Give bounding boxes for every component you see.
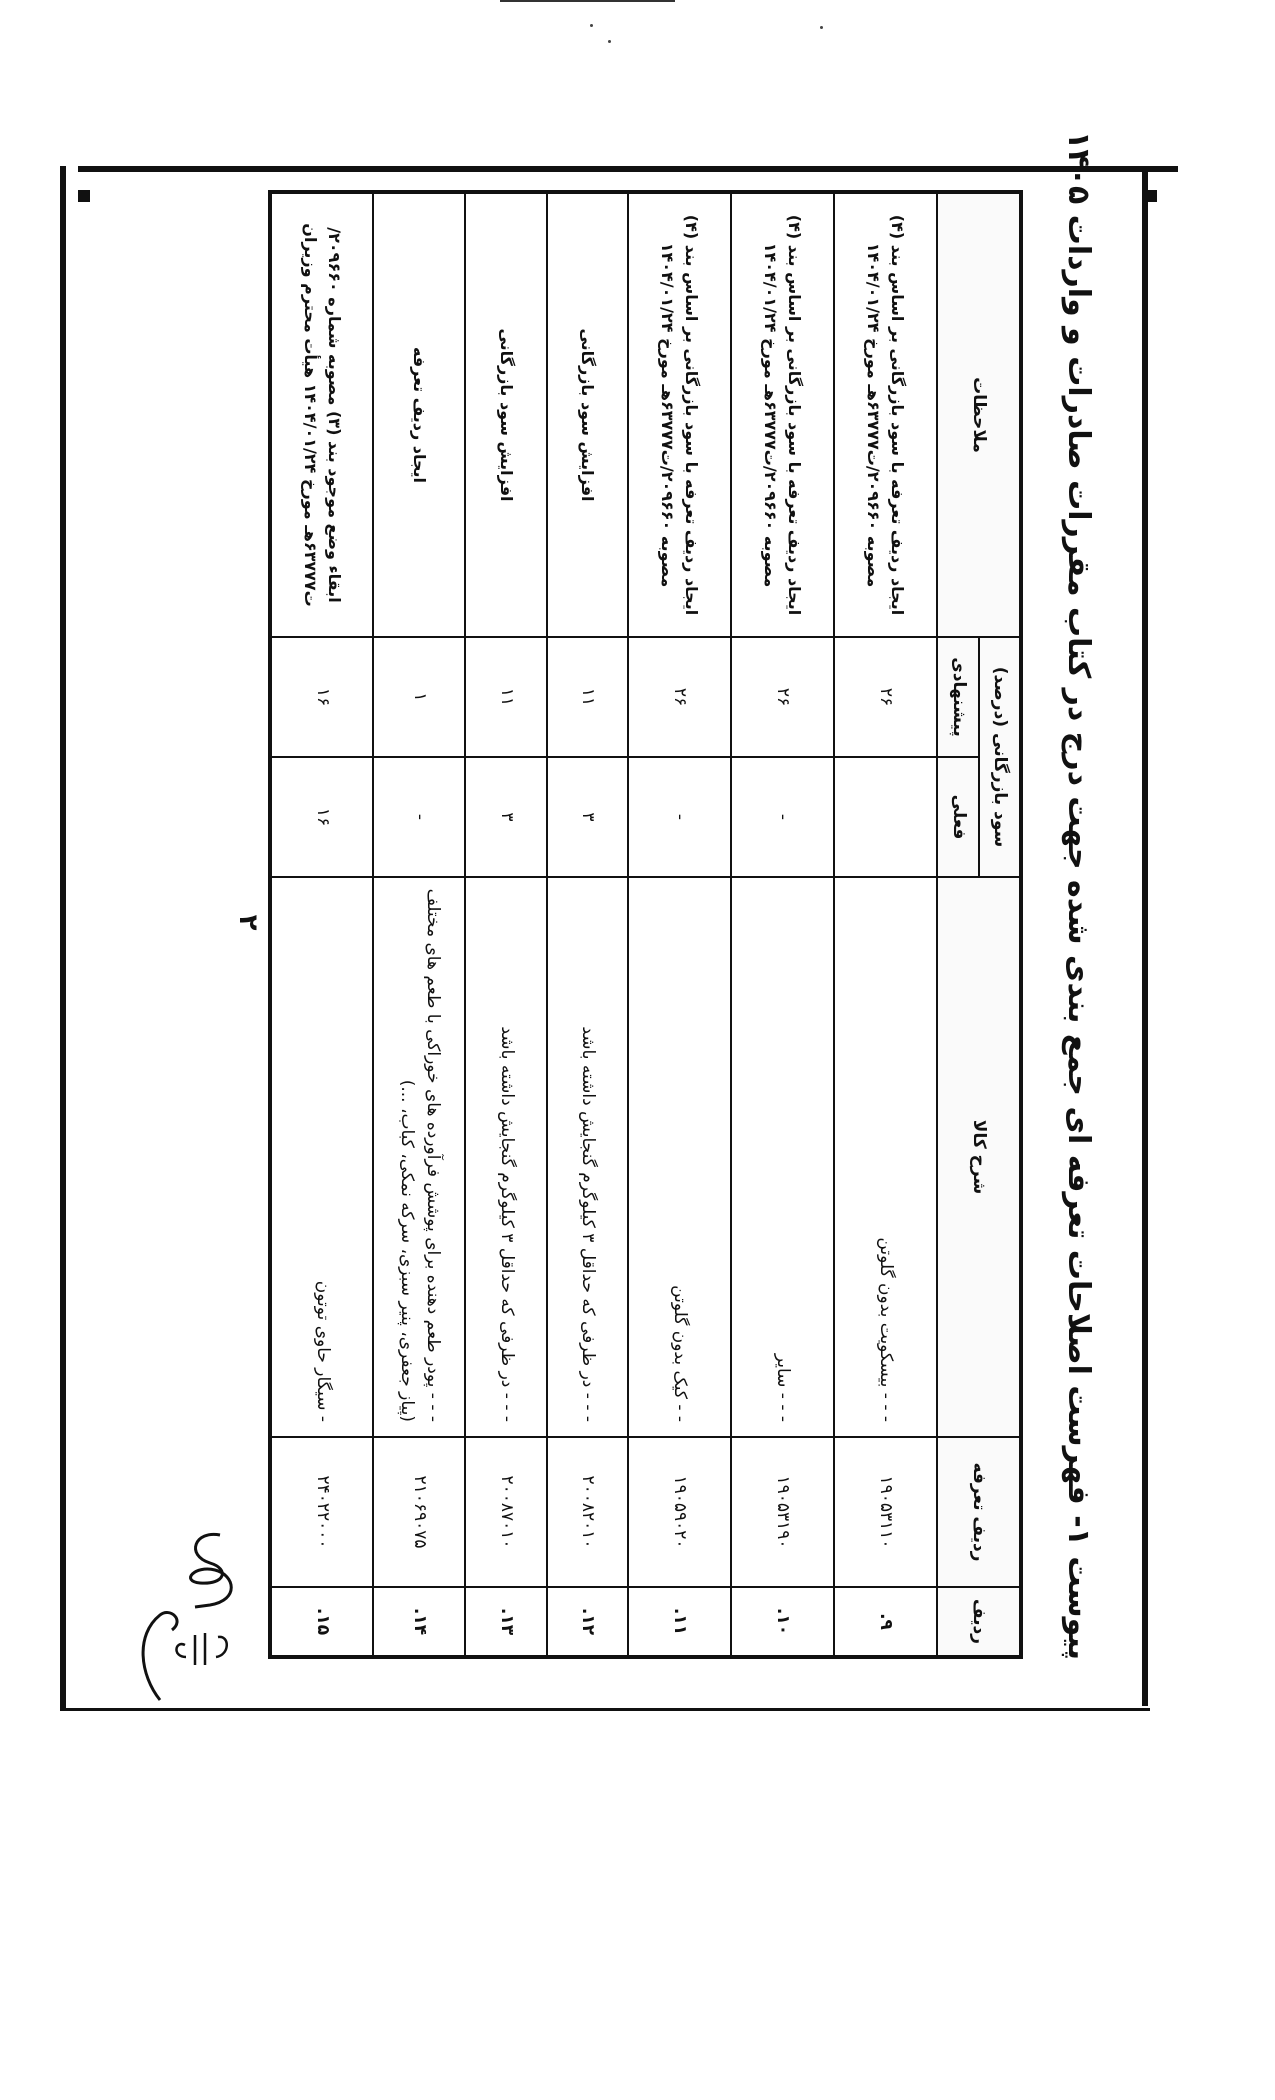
scan-speck	[608, 40, 611, 43]
tariff-code: ۱۹۰۵۹۰۲۰	[628, 1437, 731, 1587]
header-current: فعلی	[937, 757, 979, 877]
current-profit: -	[373, 757, 465, 877]
page-frame-left	[60, 166, 66, 1711]
handwritten-signature	[100, 1525, 250, 1725]
tariff-table	[268, 190, 1023, 1659]
frame-corner-mark	[78, 190, 90, 202]
goods-description: - - - سایر	[731, 877, 834, 1437]
row-number: ۱۵.	[270, 1587, 373, 1657]
proposed-profit: ۱۱	[465, 637, 546, 757]
header-notes: ملاحظات	[937, 192, 1021, 637]
table-row	[731, 192, 834, 1657]
notes: افزایش سود بازرگانی	[465, 192, 546, 637]
current-profit: ۳	[547, 757, 628, 877]
header-tariff-code: ردیف تعرفه	[937, 1437, 1021, 1587]
table-row	[628, 192, 731, 1657]
notes: ابقاء وضع موجود بند (۳) مصوبه شماره ۲۰۹۶۶۰/ت۶۳۷۷۷هـ مورخ ۱۴۰۴/۰۱/۲۴ هیأت محترم وزیران	[270, 192, 373, 637]
notes: ایجاد ردیف تعرفه با سود بازرگانی بر اساس بند (۴) مصوبه ۲۰۹۶۶۰/ت۶۳۷۷۷هـ مورخ ۱۴۰۴/۰۱/۲۴	[628, 192, 731, 637]
goods-description: - - - بیسکویت بدون گلوتن	[834, 877, 937, 1437]
current-profit: -	[731, 757, 834, 877]
page-frame-top	[78, 166, 1178, 172]
row-number: ۹.	[834, 1587, 937, 1657]
header-description: شرح کالا	[937, 877, 1021, 1437]
scan-speck	[820, 26, 823, 29]
row-number: ۱۰.	[731, 1587, 834, 1657]
proposed-profit: ۲۶	[834, 637, 937, 757]
goods-description: - - - پودر طعم دهنده برای پوشش فرآورده های خوراکی با طعم های مختلف (پیاز جعفری، پنیر سبزی، سرکه نمکی، کباب، ...)	[373, 877, 465, 1437]
header-proposed: پیشنهادی	[937, 637, 979, 757]
row-number: ۱۱.	[628, 1587, 731, 1657]
document-title: پیوست ۱- فهرست اصلاحات تعرفه ای جمع بندی شده جهت درج در کتاب مقررات صادرات و واردات ۱۴۰۵	[1061, 131, 1096, 1660]
scan-speck	[590, 24, 593, 27]
proposed-profit: ۱	[373, 637, 465, 757]
current-profit	[834, 757, 937, 877]
goods-description: - سیگار حاوی توتون	[270, 877, 373, 1437]
tariff-code: ۲۰۰۸۲۰۱۰	[547, 1437, 628, 1587]
page-frame-right	[1142, 166, 1148, 1706]
tariff-code: ۲۴۰۲۲۰۰۰	[270, 1437, 373, 1587]
tariff-code: ۲۱۰۶۹۰۷۵	[373, 1437, 465, 1587]
table-row	[547, 192, 628, 1657]
tariff-code: ۱۹۰۵۳۱۱۰	[834, 1437, 937, 1587]
row-number: ۱۴.	[373, 1587, 465, 1657]
tariff-code: ۲۰۰۸۷۰۱۰	[465, 1437, 546, 1587]
table-row	[834, 192, 937, 1657]
current-profit: ۱۶	[270, 757, 373, 877]
goods-description: - - کیک بدون گلوتن	[628, 877, 731, 1437]
row-number: ۱۲.	[547, 1587, 628, 1657]
rotated-document	[223, 131, 1123, 1660]
page-number: ۲	[233, 914, 263, 931]
table-row	[270, 192, 373, 1657]
notes: ایجاد ردیف تعرفه با سود بازرگانی بر اساس بند (۴) مصوبه ۲۰۹۶۶۰/ت۶۳۷۷۷هـ مورخ ۱۴۰۴/۰۱/۲۴	[834, 192, 937, 637]
table-row	[373, 192, 465, 1657]
frame-corner-mark	[1145, 190, 1157, 202]
proposed-profit: ۱۱	[547, 637, 628, 757]
tariff-code: ۱۹۰۵۳۱۹۰	[731, 1437, 834, 1587]
current-profit: -	[628, 757, 731, 877]
header-row-number: ردیف	[937, 1587, 1021, 1657]
header-commercial-profit: سود بازرگانی (درصد)	[979, 637, 1021, 877]
row-number: ۱۳.	[465, 1587, 546, 1657]
goods-description: - - - در ظرفی که حداقل ۳ کیلوگرم گنجایش داشته باشد	[547, 877, 628, 1437]
proposed-profit: ۲۶	[731, 637, 834, 757]
current-profit: ۳	[465, 757, 546, 877]
table-row	[465, 192, 546, 1657]
notes: افزایش سود بازرگانی	[547, 192, 628, 637]
goods-description: - - - در ظرفی که حداقل ۳ کیلوگرم گنجایش داشته باشد	[465, 877, 546, 1437]
notes: ایجاد ردیف تعرفه	[373, 192, 465, 637]
proposed-profit: ۱۶	[270, 637, 373, 757]
proposed-profit: ۲۶	[628, 637, 731, 757]
notes: ایجاد ردیف تعرفه با سود بازرگانی بر اساس بند (۴) مصوبه ۲۰۹۶۶۰/ت۶۳۷۷۷هـ مورخ ۱۴۰۴/۰۱/۲۴	[731, 192, 834, 637]
scan-edge-line	[500, 0, 675, 2]
